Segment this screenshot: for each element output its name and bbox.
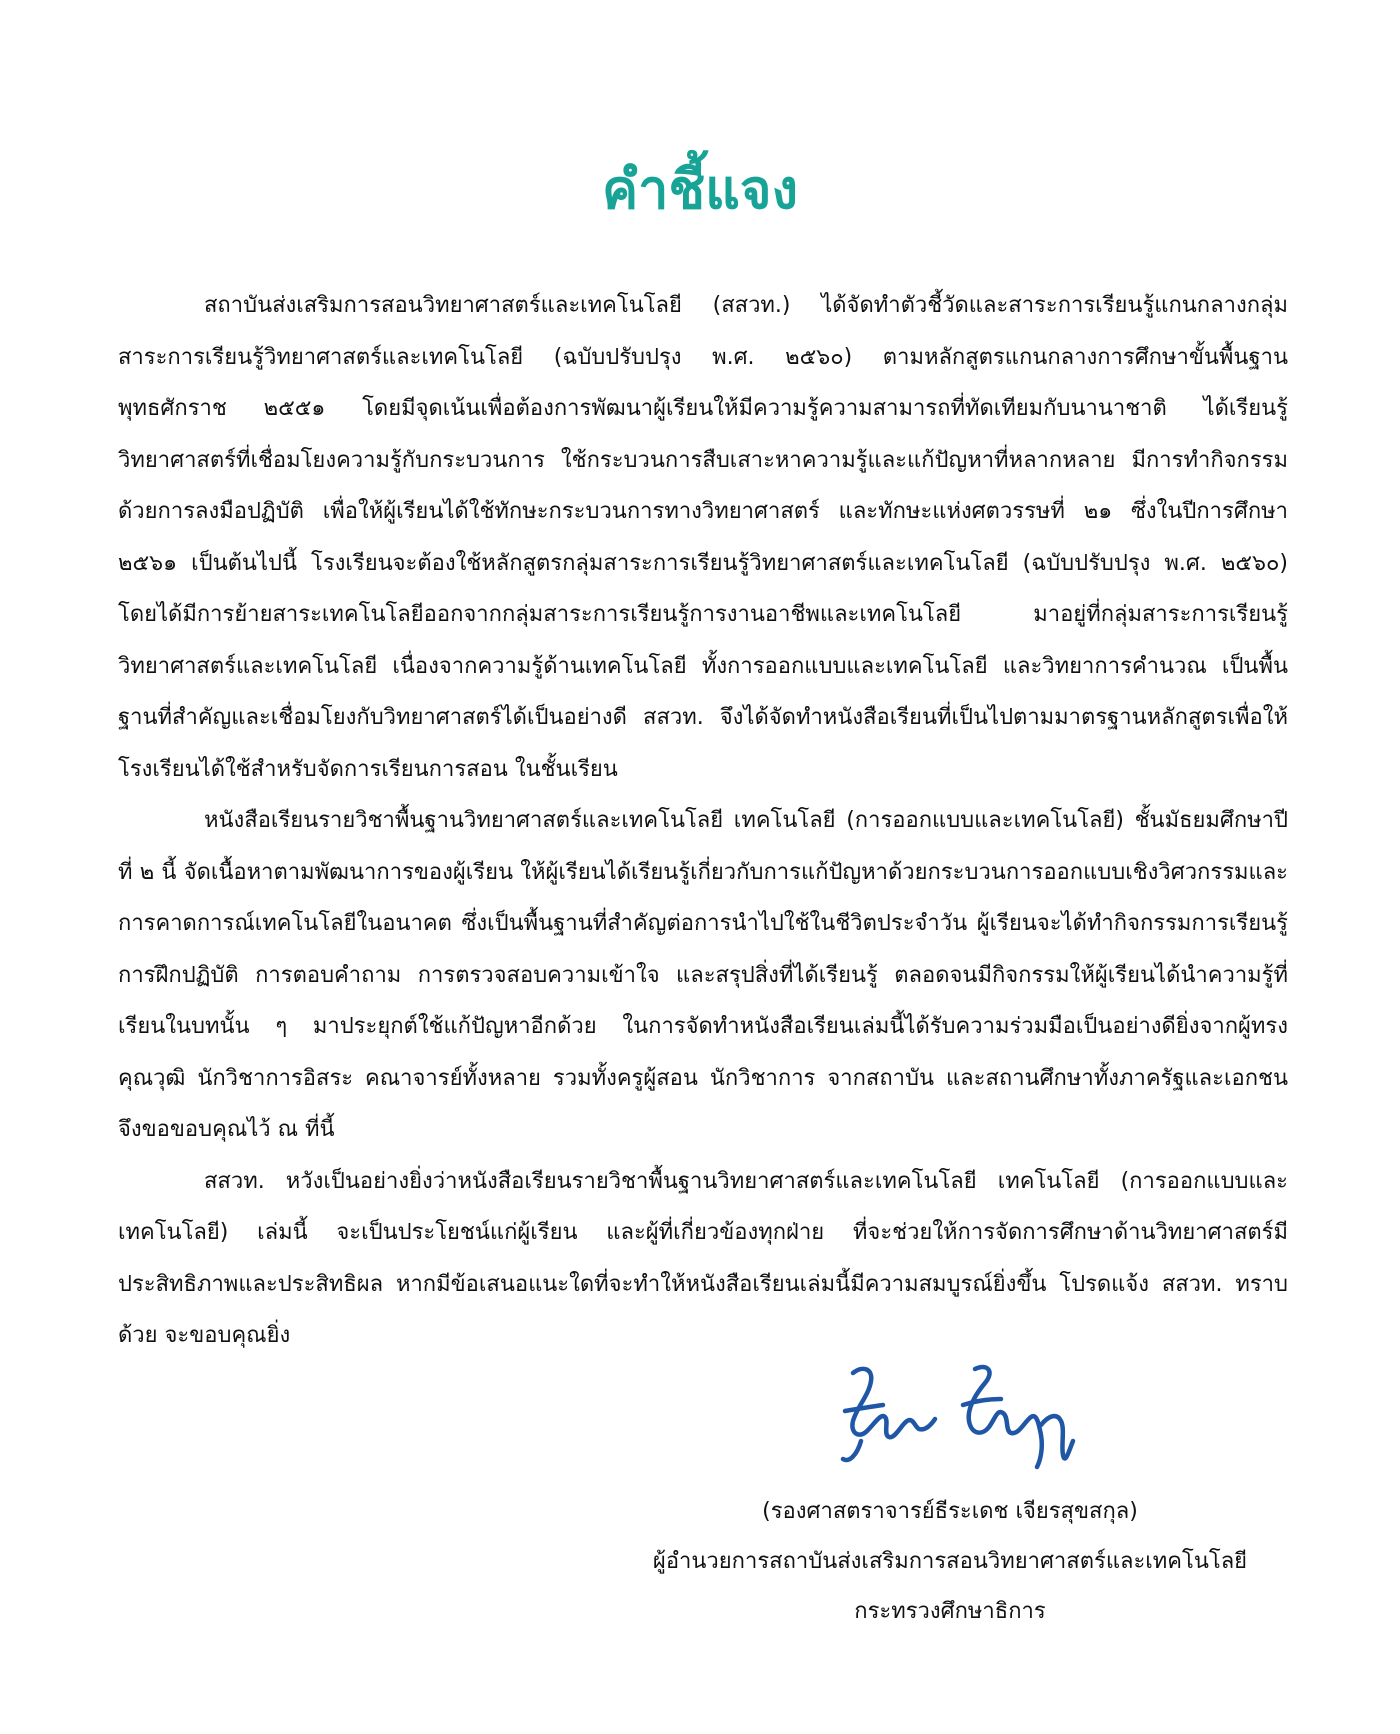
paragraph-intro: สถาบันส่งเสริมการสอนวิทยาศาสตร์และเทคโนโลยี (สสวท.) ได้จัดทำตัวชี้วัดและสาระการเรียนรู้แกนกลางกลุ่มสาระการเรียนรู้วิทยาศาสตร์และเทคโนโลยี (ฉบับปรับปรุง พ.ศ. ๒๕๖๐) ตามหลักสูตรแกนกลางการศึกษาขั้นพื้นฐาน พุทธศักราช ๒๕๕๑ โดยมีจุดเน้นเพื่อต้องการพัฒนาผู้เรียนให้มีความรู้ความสามารถที่ทัดเทียมกับนานาชาติ ได้เรียนรู้วิทยาศาสตร์ที่เชื่อมโยงความรู้กับกระบวนการ ใช้กระบวนการสืบเสาะหาความรู้และแก้ปัญหาที่หลากหลาย มีการทำกิจกรรมด้วยการลงมือปฏิบัติ เพื่อให้ผู้เรียนได้ใช้ทักษะกระบวนการทางวิทยาศาสตร์ และทักษะแห่งศตวรรษที่ ๒๑ ซึ่งในปีการศึกษา ๒๕๖๑ เป็นต้นไปนี้ โรงเรียนจะต้องใช้หลักสูตรกลุ่มสาระการเรียนรู้วิทยาศาสตร์และเทคโนโลยี (ฉบับปรับปรุง พ.ศ. ๒๕๖๐) โดยได้มีการย้ายสาระเทคโนโลยีออกจากกลุ่มสาระการเรียนรู้การงานอาชีพและเทคโนโลยี มาอยู่ที่กลุ่มสาระการเรียนรู้วิทยาศาสตร์และเทคโนโลยี เนื่องจากความรู้ด้านเทคโนโลยี ทั้งการออกแบบและเทคโนโลยี และวิทยาการคำนวณ เป็นพื้นฐานที่สำคัญและเชื่อมโยงกับวิทยาศาสตร์ได้เป็นอย่างดี สสวท. จึงได้จัดทำหนังสือเรียนที่เป็นไปตามมาตรฐานหลักสูตรเพื่อให้โรงเรียนได้ใช้สำหรับจัดการเรียนการสอน ในชั้นเรียน	[118, 293, 1288, 782]
paragraph-closing: สสวท. หวังเป็นอย่างยิ่งว่าหนังสือเรียนรายวิชาพื้นฐานวิทยาศาสตร์และเทคโนโลยี เทคโนโลยี (การออกแบบและเทคโนโลยี) เล่มนี้ จะเป็นประโยชน์แก่ผู้เรียน และผู้ที่เกี่ยวข้องทุกฝ่าย ที่จะช่วยให้การจัดการศึกษาด้านวิทยาศาสตร์มีประสิทธิภาพและประสิทธิผล หากมีข้อเสนอแนะใดที่จะทำให้หนังสือเรียนเล่มนี้มีความสมบูรณ์ยิ่งขึ้น โปรดแจ้ง สสวท. ทราบด้วย จะขอบคุณยิ่ง	[118, 1168, 1288, 1348]
signatory-name: (รองศาสตราจารย์ธีระเดช เจียรสุขสกุล)	[762, 1499, 1138, 1524]
signatory-position: ผู้อำนวยการสถาบันส่งเสริมการสอนวิทยาศาสตร์และเทคโนโลยี	[652, 1549, 1248, 1574]
signatory-details	[640, 1487, 1260, 1637]
signatory-organization: กระทรวงศึกษาธิการ	[854, 1599, 1046, 1624]
page-title: คำชี้แจง	[602, 158, 798, 221]
handwritten-signature	[835, 1355, 1095, 1485]
document-body	[118, 280, 1288, 1362]
paragraph-textbook: หนังสือเรียนรายวิชาพื้นฐานวิทยาศาสตร์และเทคโนโลยี เทคโนโลยี (การออกแบบและเทคโนโลยี) ชั้นมัธยมศึกษาปีที่ ๒ นี้ จัดเนื้อหาตามพัฒนาการของผู้เรียน ให้ผู้เรียนได้เรียนรู้เกี่ยวกับการแก้ปัญหาด้วยกระบวนการออกแบบเชิงวิศวกรรมและการคาดการณ์เทคโนโลยีในอนาคต ซึ่งเป็นพื้นฐานที่สำคัญต่อการนำไปใช้ในชีวิตประจำวัน ผู้เรียนจะได้ทำกิจกรรมการเรียนรู้การฝึกปฏิบัติ การตอบคำถาม การตรวจสอบความเข้าใจ และสรุปสิ่งที่ได้เรียนรู้ ตลอดจนมีกิจกรรมให้ผู้เรียนได้นำความรู้ที่เรียนในบทนั้น ๆ มาประยุกต์ใช้แก้ปัญหาอีกด้วย ในการจัดทำหนังสือเรียนเล่มนี้ได้รับความร่วมมือเป็นอย่างดียิ่งจากผู้ทรงคุณวุฒิ นักวิชาการอิสระ คณาจารย์ทั้งหลาย รวมทั้งครูผู้สอน นักวิชาการ จากสถาบัน และสถานศึกษาทั้งภาครัฐและเอกชน จึงขอขอบคุณไว้ ณ ที่นี้	[118, 808, 1288, 1142]
